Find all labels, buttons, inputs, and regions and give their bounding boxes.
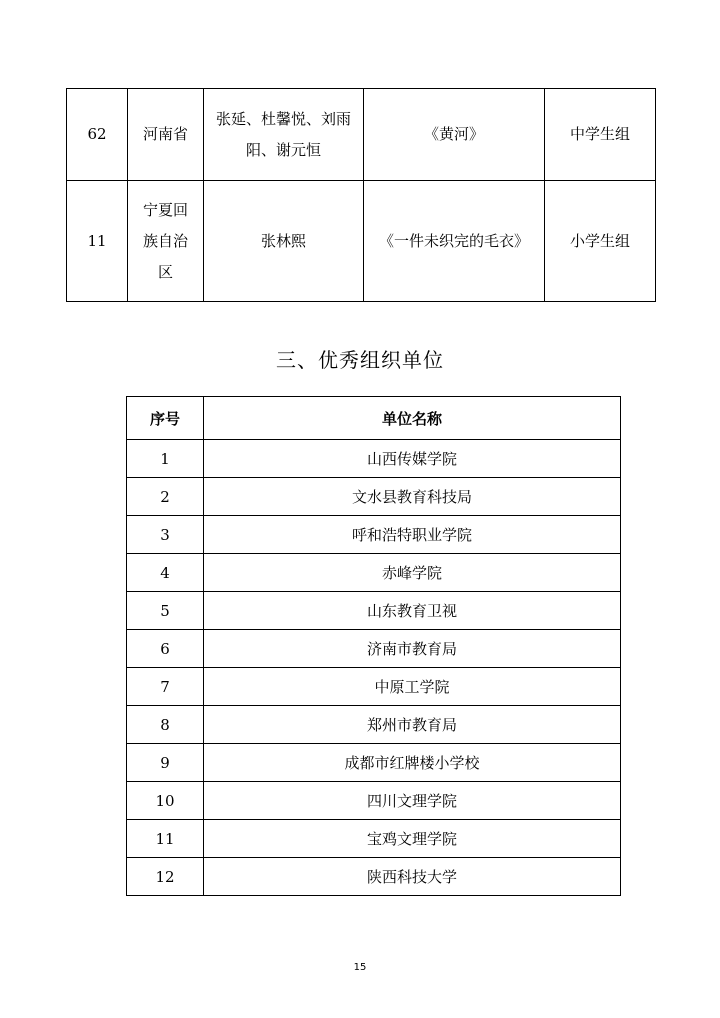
- org-name: 济南市教育局: [204, 630, 621, 668]
- org-name: 四川文理学院: [204, 782, 621, 820]
- header-name: 单位名称: [204, 397, 621, 440]
- table-row: [127, 440, 621, 478]
- page-number: 15: [353, 962, 367, 973]
- awards-table: [66, 88, 656, 302]
- table-row: [67, 181, 656, 302]
- org-number: 9: [127, 744, 204, 782]
- org-name: 中原工学院: [204, 668, 621, 706]
- table-row: [67, 89, 656, 181]
- table-row: [127, 516, 621, 554]
- org-number: 10: [127, 782, 204, 820]
- org-number: 7: [127, 668, 204, 706]
- table-row: [127, 744, 621, 782]
- table-row: [127, 820, 621, 858]
- org-name: 文水县教育科技局: [204, 478, 621, 516]
- table-row: [127, 782, 621, 820]
- org-name: 郑州市教育局: [204, 706, 621, 744]
- table-row: [127, 478, 621, 516]
- entry-group: 中学生组: [545, 89, 656, 181]
- entry-number: 11: [67, 181, 128, 302]
- org-number: 8: [127, 706, 204, 744]
- entry-region-text: 宁夏回族自治区: [142, 200, 188, 281]
- entry-number: 62: [67, 89, 128, 181]
- org-number: 3: [127, 516, 204, 554]
- org-name: 成都市红牌楼小学校: [204, 744, 621, 782]
- org-name: 山东教育卫视: [204, 592, 621, 630]
- table-row: [127, 668, 621, 706]
- entry-authors-text: 张延、杜馨悦、刘雨阳、谢元恒: [215, 109, 351, 159]
- table-row: [127, 706, 621, 744]
- entry-region: 河南省: [128, 89, 204, 181]
- table-header-row: [127, 397, 621, 440]
- org-number: 12: [127, 858, 204, 896]
- org-number: 6: [127, 630, 204, 668]
- section-title: 三、优秀组织单位: [276, 348, 444, 372]
- org-name: 山西传媒学院: [204, 440, 621, 478]
- entry-authors: [204, 89, 364, 181]
- table-row: [127, 554, 621, 592]
- entry-work: 《黄河》: [364, 89, 545, 181]
- organization-table-body: [127, 440, 621, 896]
- entry-work: 《一件未织完的毛衣》: [364, 181, 545, 302]
- org-name: 赤峰学院: [204, 554, 621, 592]
- table-row: [127, 592, 621, 630]
- organization-table: [126, 396, 621, 896]
- org-name: 宝鸡文理学院: [204, 820, 621, 858]
- entry-group: 小学生组: [545, 181, 656, 302]
- org-number: 1: [127, 440, 204, 478]
- org-name: 呼和浩特职业学院: [204, 516, 621, 554]
- org-number: 4: [127, 554, 204, 592]
- org-number: 2: [127, 478, 204, 516]
- table-row: [127, 630, 621, 668]
- header-number: 序号: [127, 397, 204, 440]
- entry-authors: 张林熙: [204, 181, 364, 302]
- org-number: 5: [127, 592, 204, 630]
- table-row: [127, 858, 621, 896]
- entry-region: [128, 181, 204, 302]
- org-name: 陕西科技大学: [204, 858, 621, 896]
- org-number: 11: [127, 820, 204, 858]
